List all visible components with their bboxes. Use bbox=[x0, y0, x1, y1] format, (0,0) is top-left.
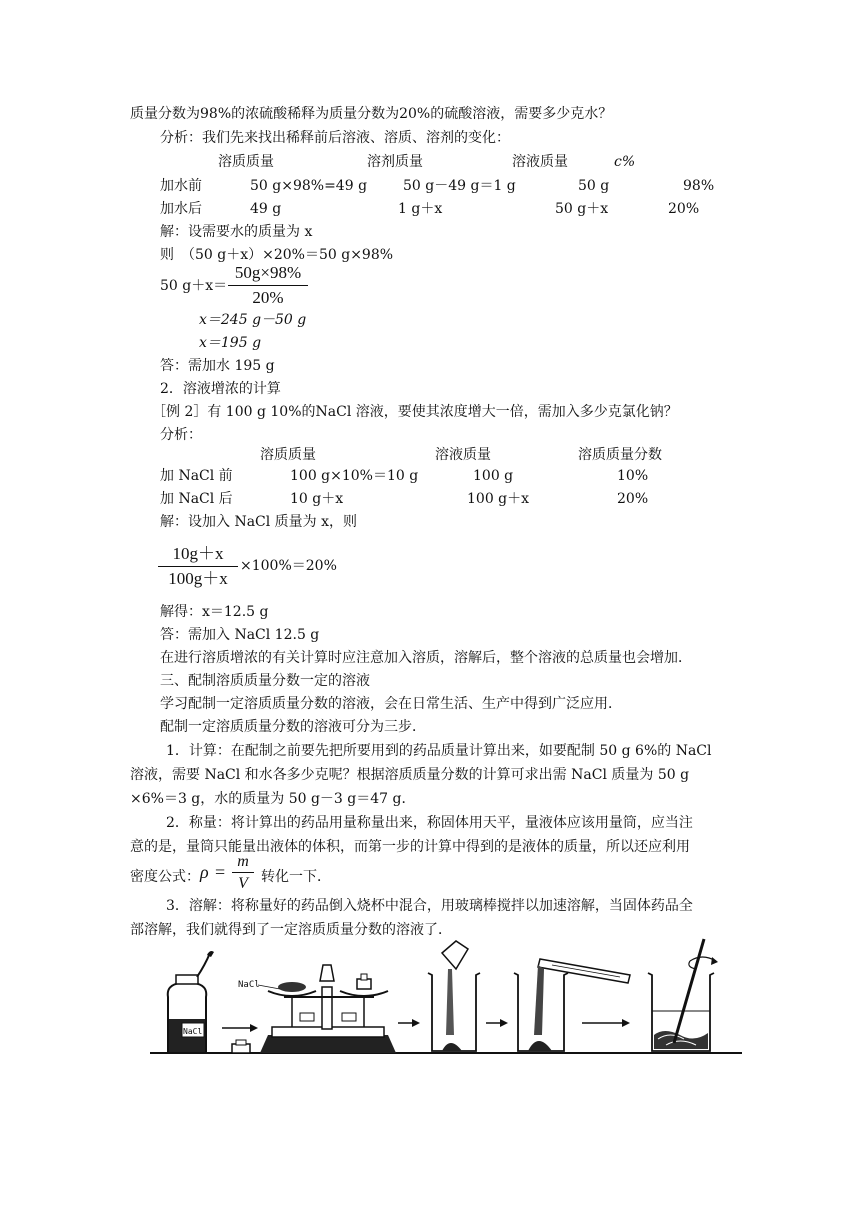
t1-row1-solute: 50 g×98%=49 g bbox=[250, 178, 368, 194]
density-m: m bbox=[237, 853, 249, 870]
sol1-line1: 解：设需要水的质量为 x bbox=[160, 224, 313, 240]
t1-row1-c: 98% bbox=[683, 178, 715, 194]
t1-row1-label: 加水前 bbox=[160, 178, 202, 194]
sol1-answer: 答：需加水 195 g bbox=[160, 358, 275, 374]
t1-row2-solvent: 1 g＋x bbox=[398, 201, 443, 217]
t2-row2-fraction: 20% bbox=[617, 491, 649, 507]
t1-row2-c: 20% bbox=[668, 201, 700, 217]
arrow-1-icon bbox=[222, 1024, 258, 1032]
intro-line: 质量分数为98%的浓硫酸稀释为质量分数为20%的硫酸溶液，需要多少克水？ bbox=[130, 106, 613, 122]
arrow-2-icon bbox=[398, 1019, 420, 1027]
note: 在进行溶质增浓的有关计算时应注意加入溶质，溶解后，整个溶液的总质量也会增加． bbox=[160, 650, 692, 666]
sol1-fraction bbox=[228, 262, 308, 309]
t1-header-solution: 溶液质量 bbox=[512, 154, 568, 170]
step1-line1: 1．计算：在配制之前要先把所要用到的药品质量计算出来，如要配制 50 g 6%的 NaCl bbox=[166, 743, 712, 759]
t2-row1-fraction: 10% bbox=[617, 468, 649, 484]
section-3-heading: 三、配制溶质质量分数一定的溶液 bbox=[160, 673, 370, 689]
paragraph-2: 配制一定溶质质量分数的溶液可分为三步． bbox=[160, 719, 426, 735]
step2-line1: 2．称量：将计算出的药品用量称量出来，称固体用天平，量液体应该用量筒，应当注 bbox=[166, 815, 693, 831]
t1-row2-solute: 49 g bbox=[250, 201, 282, 217]
t2-header-solution: 溶液质量 bbox=[435, 447, 491, 463]
t2-row1-solution: 100 g bbox=[473, 468, 514, 484]
step1-line2: 溶液，需要 NaCl 和水各多少克呢？根据溶质质量分数的计算可求出需 NaCl 质量为 50 g bbox=[130, 767, 690, 783]
density-rho: ρ bbox=[200, 862, 209, 882]
bottle-label: NaCl bbox=[183, 1027, 203, 1036]
sol1-line2: 则 （50 g＋x）×20%＝50 g×98% bbox=[160, 247, 394, 263]
t2-row1-label: 加 NaCl 前 bbox=[160, 468, 233, 484]
t2-header-fraction: 溶质质量分数 bbox=[578, 447, 662, 463]
nacl-bottle-icon bbox=[168, 951, 214, 1053]
sol2-fraction bbox=[158, 543, 238, 590]
document-page: 质量分数为98%的浓硫酸稀释为质量分数为20%的硫酸溶液，需要多少克水？ 分析：我们先来找出稀释前后溶液、溶质、溶剂的变化： 溶质质量 溶剂质量 溶液质量 c% 加水前 50 g×98%=49 g 50 g－49 g＝1 g 50 g 98% 加水后 49 g 1 g＋x 50 g＋x 20% 解：设需要水的质量为 x 则 （50 g＋x）×20%＝50 g×98% 50 g＋x＝ 50g×98% 20% x＝245 g－50 g x＝195 g 答：需加水 195 g 2．溶液增浓的计算 ［例 2］有 100 g 10%的NaCl 溶液，要使其浓度增大一倍，需加入多少克氯化钠？ 分析： 溶质质量 溶液质量 溶质质量分数 加 NaCl 前 100 g×10%＝10 g 100 g 10% 加 NaCl 后 10 g＋x 100 g＋x 20% 解：设加入 NaCl 质量为 x，则 10g＋x 100g＋x ×100%＝20% 解得：x＝12.5 g 答：需加入 NaCl 12.5 g 在进行溶质增浓的有关计算时应注意加入溶质，溶解后，整个溶液的总质量也会增加． 三、配制溶质质量分数一定的溶液 学习配制一定溶质质量分数的溶液，会在日常生活、生产中得到广泛应用． 配制一定溶质质量分数的溶液可分为三步． 1．计算：在配制之前要先把所要用到的药品质量计算出来，如要配制 50 g 6%的 NaCl 溶液，需要 NaCl 和水各多少克呢？根据溶质质量分数的计算可求出需 NaCl 质量为 50 g ×6%＝3 g，水的质量为 50 g－3 g＝47 g． 2．称量：将计算出的药品用量称量出来，称固体用天平，量液体应该用量筒，应当注 意的是，量筒只能量出液体的体积，而第一步的计算中得到的是液体的质量，所以还应利用 密度公式： ρ = m V 转化一下． 3．溶解：将称量好的药品倒入烧杯中混合，用玻璃棒搅拌以加速溶解，当固体药品全 部溶解，我们就得到了一定溶质质量分数的溶液了． NaCl NaCl bbox=[0, 0, 860, 1216]
density-fraction bbox=[232, 852, 254, 893]
example-2: ［例 2］有 100 g 10%的NaCl 溶液，要使其浓度增大一倍，需加入多少克氯化钠？ bbox=[152, 404, 678, 420]
t1-row2-solution: 50 g＋x bbox=[555, 201, 609, 217]
arrow-4-icon bbox=[582, 1019, 630, 1027]
density-prefix: 密度公式： bbox=[130, 869, 200, 885]
t1-row1-solvent: 50 g－49 g＝1 g bbox=[403, 178, 516, 194]
beaker-stirring-icon bbox=[648, 939, 718, 1051]
step3-line1: 3．溶解：将称量好的药品倒入烧杯中混合，用玻璃棒搅拌以加速溶解，当固体药品全 bbox=[166, 898, 693, 914]
section-2-heading: 2．溶液增浓的计算 bbox=[160, 381, 281, 397]
sol1-line5: x＝195 g bbox=[199, 335, 262, 351]
analysis-1: 分析：我们先来找出稀释前后溶液、溶质、溶剂的变化： bbox=[160, 130, 510, 146]
t1-header-solvent: 溶剂质量 bbox=[367, 154, 423, 170]
t2-header-solute: 溶质质量 bbox=[260, 447, 316, 463]
density-suffix: 转化一下． bbox=[261, 869, 331, 885]
t1-header-c: c% bbox=[614, 154, 636, 170]
sol1-line4: x＝245 g－50 g bbox=[199, 312, 307, 328]
sol1-frac-num: 50g×98% bbox=[234, 263, 302, 282]
sol2-frac-den: 100g＋x bbox=[168, 569, 228, 588]
t2-row2-solution: 100 g＋x bbox=[467, 491, 530, 507]
preparation-figure bbox=[150, 935, 750, 1060]
t1-row2-label: 加水后 bbox=[160, 201, 202, 217]
weight-icon bbox=[232, 1040, 250, 1053]
step2-line2: 意的是，量筒只能量出液体的体积，而第一步的计算中得到的是液体的质量，所以还应利用 bbox=[130, 839, 690, 855]
sol2-eq-suffix: ×100%＝20% bbox=[240, 558, 337, 574]
sol2-frac-num: 10g＋x bbox=[172, 544, 224, 563]
analysis-2: 分析： bbox=[160, 427, 202, 443]
step3-line2: 部溶解，我们就得到了一定溶质质量分数的溶液了． bbox=[130, 922, 452, 938]
t1-header-solute: 溶质质量 bbox=[218, 154, 274, 170]
balance-scale-icon bbox=[238, 965, 396, 1053]
sol2-answer: 答：需加入 NaCl 12.5 g bbox=[160, 627, 320, 643]
t2-row2-solute: 10 g＋x bbox=[290, 491, 344, 507]
sol2-result: 解得：x＝12.5 g bbox=[160, 604, 269, 620]
t1-row1-solution: 50 g bbox=[578, 178, 610, 194]
beaker-pouring-water-icon bbox=[514, 959, 630, 1051]
t2-row2-label: 加 NaCl 后 bbox=[160, 491, 233, 507]
sol2-line1: 解：设加入 NaCl 质量为 x，则 bbox=[160, 514, 358, 530]
density-v: V bbox=[238, 875, 248, 892]
t2-row1-solute: 100 g×10%＝10 g bbox=[290, 468, 419, 484]
step1-line3: ×6%＝3 g，水的质量为 50 g－3 g＝47 g． bbox=[130, 791, 416, 807]
beaker-pouring-solid-icon bbox=[428, 941, 480, 1051]
arrow-3-icon bbox=[486, 1019, 508, 1027]
balance-label: NaCl bbox=[238, 980, 260, 990]
sol1-eq-prefix: 50 g＋x＝ bbox=[160, 278, 228, 294]
sol1-frac-den: 20% bbox=[252, 288, 284, 307]
paragraph-1: 学习配制一定溶质质量分数的溶液，会在日常生活、生产中得到广泛应用． bbox=[160, 696, 622, 712]
